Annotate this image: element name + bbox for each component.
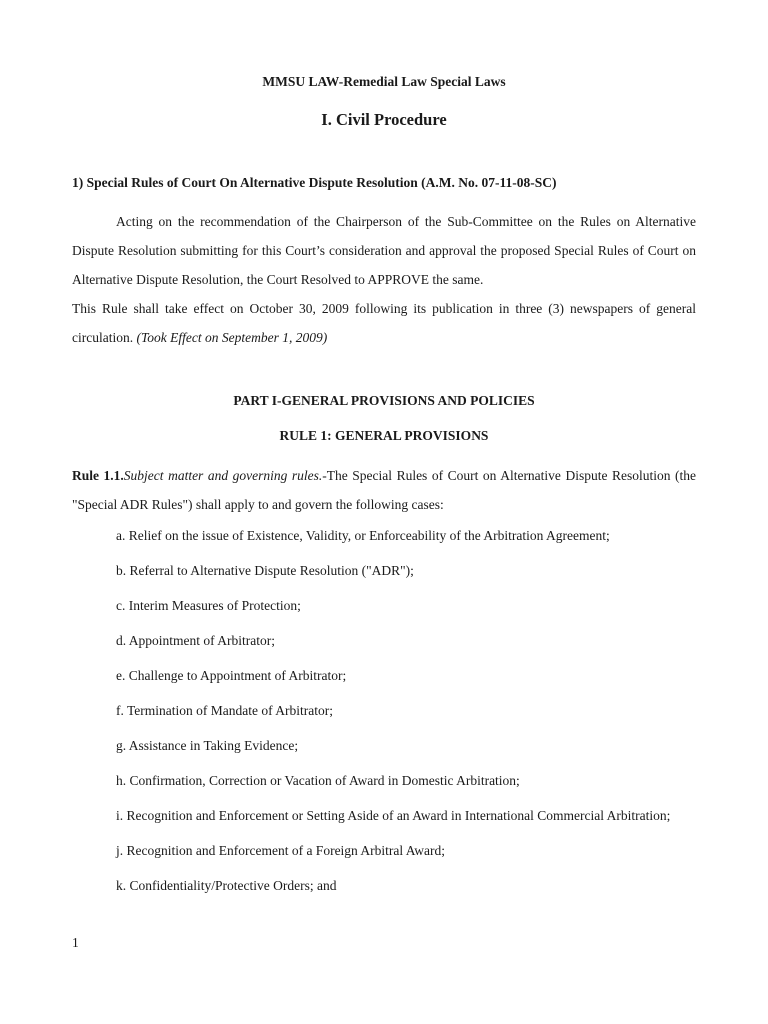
topic-title: 1) Special Rules of Court On Alternative Dispute Resolution bbox=[72, 175, 418, 190]
list-item: d. Appointment of Arbitrator; bbox=[116, 633, 275, 648]
rule-heading: RULE 1: GENERAL PROVISIONS bbox=[279, 428, 489, 443]
rule-subject: Subject matter and governing rules. bbox=[123, 468, 323, 483]
intro-paragraph-1: Acting on the recommendation of the Chairperson of the Sub-Committee on the Rules on Alternative Dispute Resolution submitting for this Court’s consideration and approval the proposed Special Rules of Court on Alternative Dispute Resolution, the Court Resolved to APPROVE the same. bbox=[72, 214, 696, 287]
list-item: j. Recognition and Enforcement of a Foreign Arbitral Award; bbox=[116, 843, 446, 858]
rule-text: -The Special Rules of Court on Alternative Dispute Resolution (the "Special ADR Rules") shall apply to and govern the following cases: bbox=[72, 468, 697, 512]
list-item: e. Challenge to Appointment of Arbitrator; bbox=[116, 668, 347, 683]
case-list bbox=[116, 522, 696, 907]
topic-reference: (A.M. No. 07-11-08-SC) bbox=[421, 175, 557, 190]
page-number: 1 bbox=[72, 935, 79, 950]
rule-paragraph bbox=[72, 461, 696, 519]
list-item: k. Confidentiality/Protective Orders; and bbox=[116, 878, 337, 893]
list-item: b. Referral to Alternative Dispute Resolution ("ADR"); bbox=[116, 563, 414, 578]
effectivity-text: This Rule shall take effect on October 30, 2009 following its publication in three (3) newspapers of general circulation. bbox=[72, 301, 696, 345]
effectivity-note: (Took Effect on September 1, 2009) bbox=[136, 330, 328, 345]
list-item: a. Relief on the issue of Existence, Validity, or Enforceability of the Arbitration Agreement; bbox=[116, 528, 610, 543]
topic-heading bbox=[72, 175, 696, 191]
list-item: i. Recognition and Enforcement or Setting Aside of an Award in International Commercial Arbitration; bbox=[116, 808, 671, 823]
rule-number: Rule 1.1. bbox=[72, 468, 124, 483]
list-item: c. Interim Measures of Protection; bbox=[116, 598, 301, 613]
list-item: g. Assistance in Taking Evidence; bbox=[116, 738, 299, 753]
section-title: I. Civil Procedure bbox=[321, 110, 447, 129]
course-header: MMSU LAW-Remedial Law Special Laws bbox=[262, 74, 506, 89]
part-heading: PART I-GENERAL PROVISIONS AND POLICIES bbox=[233, 393, 535, 408]
list-item: h. Confirmation, Correction or Vacation of Award in Domestic Arbitration; bbox=[116, 773, 520, 788]
list-item: f. Termination of Mandate of Arbitrator; bbox=[116, 703, 333, 718]
intro-paragraph-2 bbox=[72, 294, 696, 352]
